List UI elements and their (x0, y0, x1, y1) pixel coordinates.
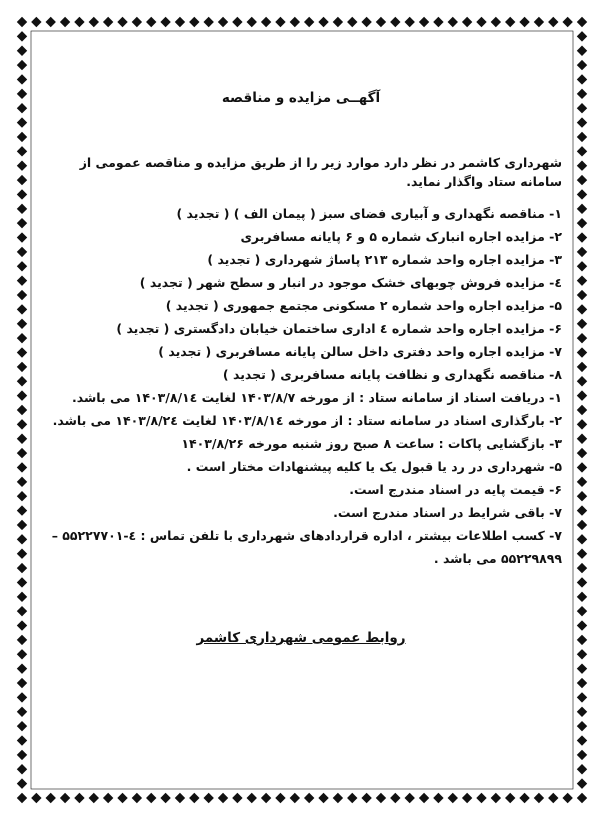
border-diamond (17, 362, 27, 372)
border-diamond (577, 491, 587, 501)
border-diamond (577, 261, 587, 271)
border-diamond (117, 17, 127, 27)
border-diamond (261, 793, 271, 803)
list-item: ۱- مناقصه نگهداری و آبیاری فضای سبز ( پیمان الف ) ( تجدید ) (176, 205, 562, 221)
border-diamond (46, 17, 56, 27)
border-diamond (548, 17, 558, 27)
border-diamond (189, 793, 199, 803)
border-diamond (404, 793, 414, 803)
border-diamond (17, 434, 27, 444)
border-diamond (17, 606, 27, 616)
border-diamond (577, 462, 587, 472)
border-diamond (275, 793, 285, 803)
border-diamond (17, 347, 27, 357)
border-diamond (203, 17, 213, 27)
border-diamond (577, 175, 587, 185)
border-diamond (577, 577, 587, 587)
term-item: ۲- بارگذاری اسناد در سامانه ستاد : از مورخه ۱۴۰۳/۸/۱٤ لغایت ۱۴۰۳/۸/۲٤ می باشد. (52, 412, 562, 428)
border-diamond (17, 462, 27, 472)
border-diamond (577, 17, 587, 27)
border-diamond (577, 146, 587, 156)
border-diamond (491, 17, 501, 27)
border-diamond (577, 635, 587, 645)
border-diamond (17, 678, 27, 688)
border-diamond (404, 17, 414, 27)
border-diamond (17, 405, 27, 415)
border-diamond (534, 793, 544, 803)
list-item: ۳- مزایده اجاره واحد شماره ۲۱۳ پاساژ شهرداری ( تجدید ) (207, 251, 562, 267)
border-diamond (318, 793, 328, 803)
border-diamond (117, 793, 127, 803)
border-diamond (562, 17, 572, 27)
term-item: ۷- کسب اطلاعات بیشتر ، اداره قراردادهای شهرداری با تلفن تماس : ٤-۵۵۲۲۷۷۰۱ – ۵۵۲۲۹۸۹۹ می باشد . (51, 527, 562, 566)
border-diamond (17, 505, 27, 515)
term-item: ۶- قیمت پایه در اسناد مندرج است. (349, 481, 562, 497)
border-diamond (17, 793, 27, 803)
border-diamond (290, 17, 300, 27)
border-diamond (390, 17, 400, 27)
border-diamond (577, 405, 587, 415)
border-diamond (17, 275, 27, 285)
border-diamond (577, 333, 587, 343)
border-diamond (17, 707, 27, 717)
border-diamond (17, 563, 27, 573)
footer-signature: روابط عمومی شهرداری کاشمر (196, 629, 406, 646)
border-diamond (577, 419, 587, 429)
border-diamond (491, 793, 501, 803)
border-diamond (577, 232, 587, 242)
border-diamond (17, 46, 27, 56)
border-diamond (419, 17, 429, 27)
border-diamond (146, 793, 156, 803)
border-diamond (577, 649, 587, 659)
border-diamond (577, 448, 587, 458)
border-diamond (175, 793, 185, 803)
border-diamond (17, 290, 27, 300)
border-diamond (577, 376, 587, 386)
border-diamond (275, 17, 285, 27)
border-diamond (17, 17, 27, 27)
border-diamond (304, 17, 314, 27)
border-diamond (17, 333, 27, 343)
border-diamond (132, 793, 142, 803)
border-diamond (232, 17, 242, 27)
border-diamond (232, 793, 242, 803)
border-diamond (376, 793, 386, 803)
items-list (40, 202, 562, 386)
border-diamond (577, 477, 587, 487)
border-diamond (577, 721, 587, 731)
border-diamond (577, 117, 587, 127)
border-diamond (519, 793, 529, 803)
border-diamond (17, 189, 27, 199)
border-diamond (103, 17, 113, 27)
list-item: ۲- مزایده اجاره انبارک شماره ۵ و ۶ پایانه مسافربری (240, 228, 562, 244)
border-diamond (577, 161, 587, 171)
border-diamond (462, 793, 472, 803)
border-diamond (17, 592, 27, 602)
border-diamond (261, 17, 271, 27)
border-diamond (577, 74, 587, 84)
border-diamond (17, 635, 27, 645)
terms-list (40, 386, 562, 570)
border-diamond (304, 793, 314, 803)
border-diamond (577, 347, 587, 357)
border-diamond (17, 146, 27, 156)
border-diamond (160, 793, 170, 803)
border-diamond (160, 17, 170, 27)
border-diamond (577, 793, 587, 803)
border-diamond (577, 390, 587, 400)
border-diamond (218, 17, 228, 27)
border-diamond (577, 692, 587, 702)
term-item: ۳- بازگشایی پاکات : ساعت ۸ صبح روز شنبه مورخه ۱۴۰۳/۸/۲۶ (181, 435, 562, 451)
border-diamond (17, 491, 27, 501)
term-item: ۷- باقی شرایط در اسناد مندرج است. (333, 504, 562, 520)
border-diamond (74, 793, 84, 803)
border-diamond (74, 17, 84, 27)
border-diamond (577, 103, 587, 113)
border-diamond (17, 204, 27, 214)
border-diamond (361, 17, 371, 27)
border-diamond (17, 261, 27, 271)
border-diamond (577, 750, 587, 760)
list-item: ۶- مزایده اجاره واحد شماره ٤ اداری ساختمان خیابان دادگستری ( تجدید ) (116, 320, 562, 336)
border-diamond (17, 175, 27, 185)
border-diamond (17, 232, 27, 242)
border-diamond (17, 520, 27, 530)
border-diamond (17, 319, 27, 329)
border-diamond (17, 735, 27, 745)
border-diamond (448, 17, 458, 27)
border-diamond (17, 750, 27, 760)
border-diamond (17, 161, 27, 171)
border-diamond (577, 46, 587, 56)
border-diamond (17, 376, 27, 386)
border-diamond (175, 17, 185, 27)
border-diamond (577, 505, 587, 515)
border-diamond (17, 304, 27, 314)
border-diamond (318, 17, 328, 27)
border-diamond (577, 606, 587, 616)
border-diamond (562, 793, 572, 803)
border-diamond (89, 793, 99, 803)
border-diamond (17, 534, 27, 544)
border-diamond (218, 793, 228, 803)
border-diamond (31, 793, 41, 803)
border-diamond (31, 17, 41, 27)
border-diamond (17, 778, 27, 788)
border-diamond (433, 793, 443, 803)
border-diamond (89, 17, 99, 27)
border-diamond (189, 17, 199, 27)
border-diamond (17, 721, 27, 731)
border-diamond (577, 189, 587, 199)
intro-paragraph: شهرداری کاشمر در نظر دارد موارد زیر را از طریق مزایده و مناقصه عمومی از سامانه ستاد واگذار نماید. (79, 154, 562, 190)
border-diamond (17, 218, 27, 228)
border-diamond (17, 89, 27, 99)
border-diamond (505, 17, 515, 27)
border-diamond (577, 434, 587, 444)
border-diamond (548, 793, 558, 803)
border-diamond (577, 275, 587, 285)
border-diamond (60, 793, 70, 803)
border-diamond (505, 793, 515, 803)
border-diamond (519, 17, 529, 27)
border-diamond (577, 534, 587, 544)
border-diamond (17, 549, 27, 559)
border-diamond (361, 793, 371, 803)
border-diamond (577, 764, 587, 774)
border-diamond (577, 89, 587, 99)
border-diamond (577, 620, 587, 630)
border-diamond (577, 304, 587, 314)
border-diamond (17, 577, 27, 587)
border-diamond (577, 290, 587, 300)
border-diamond (577, 563, 587, 573)
term-item: ۱- دریافت اسناد از سامانه ستاد : از مورخه ۱۴۰۳/۸/۷ لغایت ۱۴۰۳/۸/۱٤ می باشد. (71, 389, 562, 405)
border-diamond (577, 31, 587, 41)
border-diamond (577, 663, 587, 673)
border-diamond (17, 247, 27, 257)
border-diamond (17, 74, 27, 84)
border-diamond (534, 17, 544, 27)
border-diamond (577, 60, 587, 70)
notice-body (40, 90, 562, 647)
border-diamond (17, 620, 27, 630)
border-diamond (448, 793, 458, 803)
border-diamond (247, 17, 257, 27)
border-diamond (203, 793, 213, 803)
border-diamond (17, 663, 27, 673)
term-item: ۵- شهرداری در رد یا قبول یک یا کلیه پیشنهادات مختار است . (186, 458, 562, 474)
border-diamond (60, 17, 70, 27)
border-diamond (333, 17, 343, 27)
border-diamond (17, 448, 27, 458)
page-title: آگهــی مزایده و مناقصه (221, 90, 381, 106)
border-diamond (577, 319, 587, 329)
border-diamond (376, 17, 386, 27)
list-item: ۷- مزایده اجاره واحد دفتری داخل سالن پایانه مسافربری ( تجدید ) (158, 343, 562, 359)
border-diamond (577, 592, 587, 602)
border-diamond (17, 117, 27, 127)
border-diamond (247, 793, 257, 803)
border-diamond (17, 31, 27, 41)
border-diamond (17, 132, 27, 142)
border-diamond (17, 60, 27, 70)
border-diamond (577, 707, 587, 717)
border-diamond (577, 132, 587, 142)
list-item: ٤- مزایده فروش چوبهای خشک موجود در انبار و سطح شهر ( تجدید ) (139, 274, 562, 290)
border-diamond (17, 477, 27, 487)
border-diamond (17, 649, 27, 659)
list-item: ۸- مناقصه نگهداری و نظافت پایانه مسافربری ( تجدید ) (222, 366, 562, 382)
border-diamond (17, 419, 27, 429)
border-diamond (103, 793, 113, 803)
border-diamond (17, 103, 27, 113)
border-diamond (577, 735, 587, 745)
border-diamond (577, 678, 587, 688)
border-diamond (17, 764, 27, 774)
border-diamond (577, 204, 587, 214)
border-diamond (577, 778, 587, 788)
border-diamond (17, 692, 27, 702)
list-item: ۵- مزایده اجاره واحد شماره ۲ مسکونی مجتمع جمهوری ( تجدید ) (165, 297, 562, 313)
border-diamond (132, 17, 142, 27)
border-diamond (577, 247, 587, 257)
border-diamond (577, 362, 587, 372)
border-diamond (46, 793, 56, 803)
border-diamond (462, 17, 472, 27)
border-diamond (577, 520, 587, 530)
border-diamond (333, 793, 343, 803)
border-diamond (17, 390, 27, 400)
border-diamond (577, 549, 587, 559)
border-diamond (476, 17, 486, 27)
border-diamond (433, 17, 443, 27)
border-diamond (146, 17, 156, 27)
border-diamond (290, 793, 300, 803)
border-diamond (347, 793, 357, 803)
border-diamond (419, 793, 429, 803)
border-diamond (390, 793, 400, 803)
border-diamond (577, 218, 587, 228)
border-diamond (347, 17, 357, 27)
border-diamond (476, 793, 486, 803)
